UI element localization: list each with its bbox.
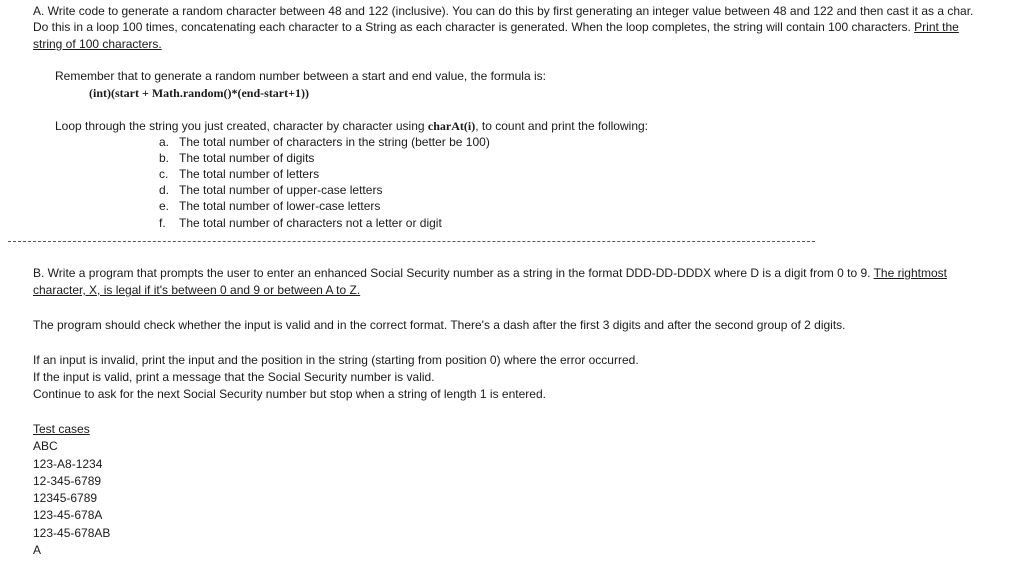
continue-text: Continue to ask for the next Social Security number but stop when a string of length 1 is entered. xyxy=(33,387,546,401)
remember-text: Remember that to generate a random number between a start and end value, the formula is: xyxy=(55,69,546,83)
test-case: 12345-6789 xyxy=(33,491,98,505)
check-text: The program should check whether the input is valid and in the correct format. There's a dash after the first 3 digits and after the second group of 2 digits. xyxy=(33,318,846,332)
formula: (int)(start + Math.random()*(end-start+1)) xyxy=(89,86,309,100)
list-marker: a. xyxy=(159,135,170,149)
test-case: 123-A8-1234 xyxy=(33,457,103,471)
rightmost-link-part1: The rightmost xyxy=(873,266,947,280)
list-item xyxy=(159,151,314,165)
list-marker: d. xyxy=(159,183,170,197)
invalid-text: If an input is invalid, print the input and the position in the string (starting from position 0) where the error occurred. xyxy=(33,353,639,367)
list-item xyxy=(159,216,442,230)
loop-instruction-after: , to count and print the following: xyxy=(475,119,648,133)
test-case: 12-345-6789 xyxy=(33,474,102,488)
test-case: 123-45-678A xyxy=(33,508,103,522)
list-text: The total number of characters not a letter or digit xyxy=(179,216,442,230)
loop-instruction xyxy=(55,119,648,133)
list-text: The total number of characters in the string (better be 100) xyxy=(179,135,490,149)
test-case: A xyxy=(33,543,42,557)
list-item xyxy=(159,167,319,181)
part-a-line-1: A. Write code to generate a random character between 48 and 122 (inclusive). You can do this by first generating an integer value between 48 and 122 and then cast it as a char. xyxy=(33,4,974,18)
loop-instruction-before: Loop through the string you just created, character by character using xyxy=(55,119,428,133)
list-marker: e. xyxy=(159,199,170,213)
list-text: The total number of letters xyxy=(179,167,320,181)
list-text: The total number of digits xyxy=(179,151,315,165)
print-string-link-part2: string of 100 characters. xyxy=(33,37,162,51)
list-marker: b. xyxy=(159,151,170,165)
charat-code: charAt(i) xyxy=(427,119,476,133)
list-item xyxy=(159,199,380,213)
list-text: The total number of lower-case letters xyxy=(179,199,381,213)
valid-text: If the input is valid, print a message that the Social Security number is valid. xyxy=(33,370,435,384)
print-string-link-part1: Print the xyxy=(914,20,959,34)
section-divider xyxy=(8,241,815,242)
test-case: ABC xyxy=(33,439,58,453)
part-a-line-2 xyxy=(33,20,959,34)
part-b-line-1-text: B. Write a program that prompts the user to enter an enhanced Social Security number as a string in the format DDD-DD-DDDX where D is a digit from 0 to 9. xyxy=(33,266,874,280)
list-item xyxy=(159,183,382,197)
list-item xyxy=(159,135,490,149)
list-text: The total number of upper-case letters xyxy=(179,183,383,197)
list-marker: f. xyxy=(159,216,166,230)
part-b-line-1 xyxy=(33,266,947,280)
test-cases-header: Test cases xyxy=(33,422,90,436)
rightmost-link-part2: character, X, is legal if it's between 0 and 9 or between A to Z. xyxy=(33,283,361,297)
part-a-line-2-text: Do this in a loop 100 times, concatenating each character to a String as each character is generated. When the loop completes, the string will contain 100 characters. xyxy=(33,20,915,34)
test-case: 123-45-678AB xyxy=(33,526,111,540)
list-marker: c. xyxy=(159,167,169,181)
